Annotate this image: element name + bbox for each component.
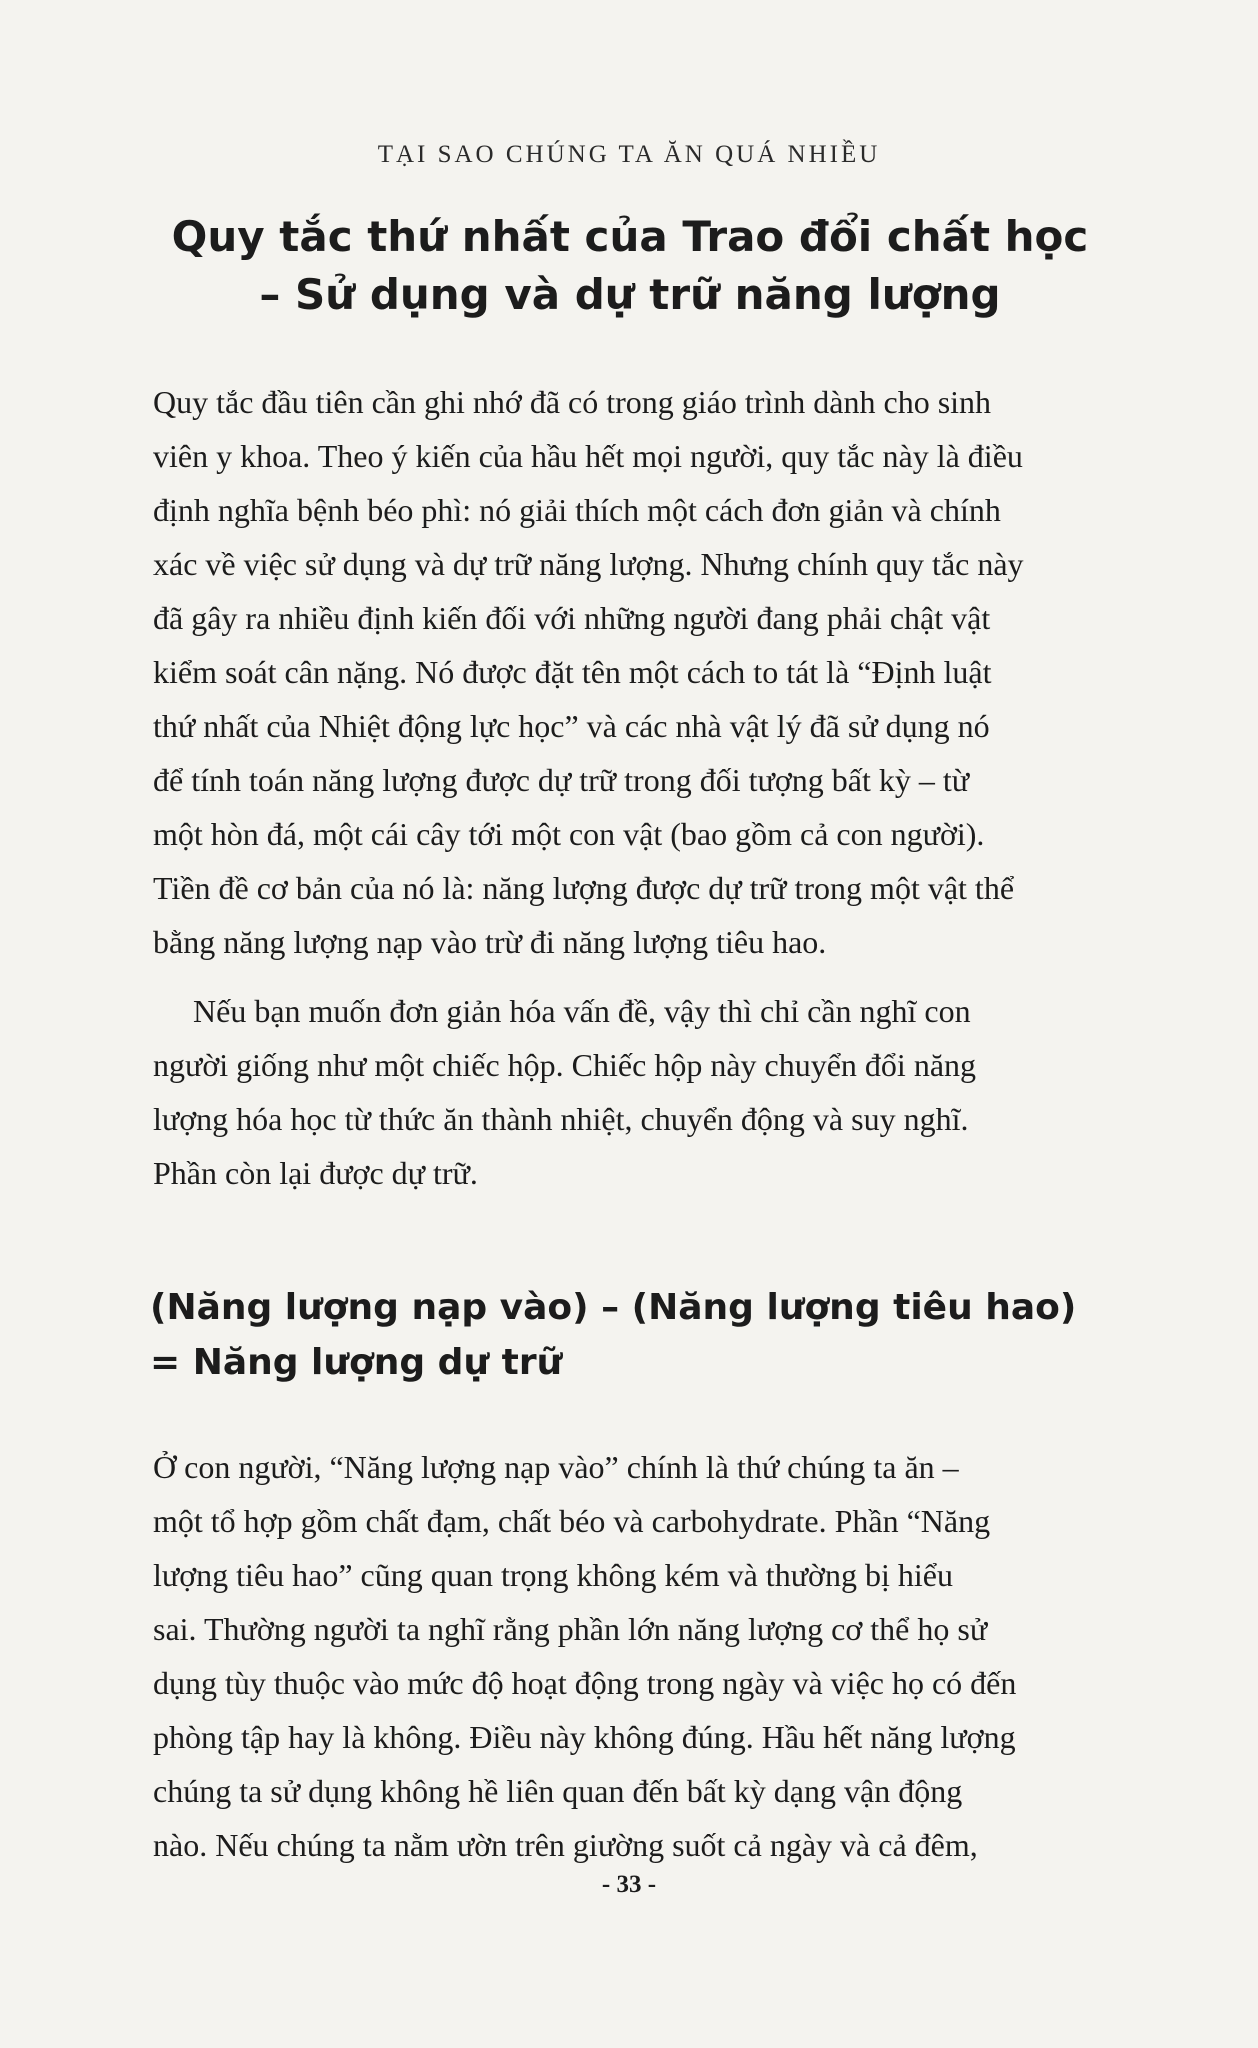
text-line: kiểm soát cân nặng. Nó được đặt tên một cách to tát là “Định luật xyxy=(153,654,992,690)
running-head: TẠI SAO CHÚNG TA ĂN QUÁ NHIỀU xyxy=(377,141,881,168)
text-line: một hòn đá, một cái cây tới một con vật (bao gồm cả con người). xyxy=(153,816,985,852)
paragraph-2 xyxy=(153,984,1128,1200)
text-line: đã gây ra nhiều định kiến đối với những người đang phải chật vật xyxy=(153,600,991,636)
text-line: xác về việc sử dụng và dự trữ năng lượng. Nhưng chính quy tắc này xyxy=(153,546,1024,582)
text-line: thứ nhất của Nhiệt động lực học” và các nhà vật lý đã sử dụng nó xyxy=(153,708,990,744)
section-heading-line-2: – Sử dụng và dự trữ năng lượng xyxy=(259,270,1001,319)
equation-heading-line-2: = Năng lượng dự trữ xyxy=(150,1342,563,1383)
page-number: - 33 - xyxy=(601,1871,657,1898)
paragraph-1 xyxy=(153,375,1128,969)
text-line: chúng ta sử dụng không hề liên quan đến bất kỳ dạng vận động xyxy=(153,1773,963,1809)
text-line: Tiền đề cơ bản của nó là: năng lượng được dự trữ trong một vật thể xyxy=(153,870,1015,906)
text-line: lượng tiêu hao” cũng quan trọng không kém và thường bị hiểu xyxy=(153,1557,953,1593)
text-line: một tổ hợp gồm chất đạm, chất béo và carbohydrate. Phần “Năng xyxy=(153,1503,991,1539)
text-line: Quy tắc đầu tiên cần ghi nhớ đã có trong giáo trình dành cho sinh xyxy=(153,384,992,420)
paragraph-3 xyxy=(153,1440,1128,1872)
text-line: viên y khoa. Theo ý kiến của hầu hết mọi người, quy tắc này là điều xyxy=(153,438,1023,474)
text-line: Phần còn lại được dự trữ. xyxy=(153,1155,478,1191)
text-line: lượng hóa học từ thức ăn thành nhiệt, chuyển động và suy nghĩ. xyxy=(153,1101,969,1137)
text-line: Nếu bạn muốn đơn giản hóa vấn đề, vậy thì chỉ cần nghĩ con xyxy=(193,993,971,1029)
equation-heading-line-1: (Năng lượng nạp vào) – (Năng lượng tiêu hao) xyxy=(150,1287,1077,1328)
text-line: nào. Nếu chúng ta nằm ườn trên giường suốt cả ngày và cả đêm, xyxy=(153,1827,978,1863)
text-line: bằng năng lượng nạp vào trừ đi năng lượng tiêu hao. xyxy=(153,924,827,960)
text-line: phòng tập hay là không. Điều này không đúng. Hầu hết năng lượng xyxy=(153,1719,1016,1755)
text-line: sai. Thường người ta nghĩ rằng phần lớn năng lượng cơ thể họ sử xyxy=(153,1611,988,1647)
text-line: định nghĩa bệnh béo phì: nó giải thích một cách đơn giản và chính xyxy=(153,492,1001,528)
section-heading-line-1: Quy tắc thứ nhất của Trao đổi chất học xyxy=(171,212,1089,261)
text-line: dụng tùy thuộc vào mức độ hoạt động trong ngày và việc họ có đến xyxy=(153,1665,1017,1701)
text-line: để tính toán năng lượng được dự trữ trong đối tượng bất kỳ – từ xyxy=(153,762,970,798)
text-line: Ở con người, “Năng lượng nạp vào” chính là thứ chúng ta ăn – xyxy=(153,1449,959,1485)
text-line: người giống như một chiếc hộp. Chiếc hộp này chuyển đổi năng xyxy=(153,1047,977,1083)
